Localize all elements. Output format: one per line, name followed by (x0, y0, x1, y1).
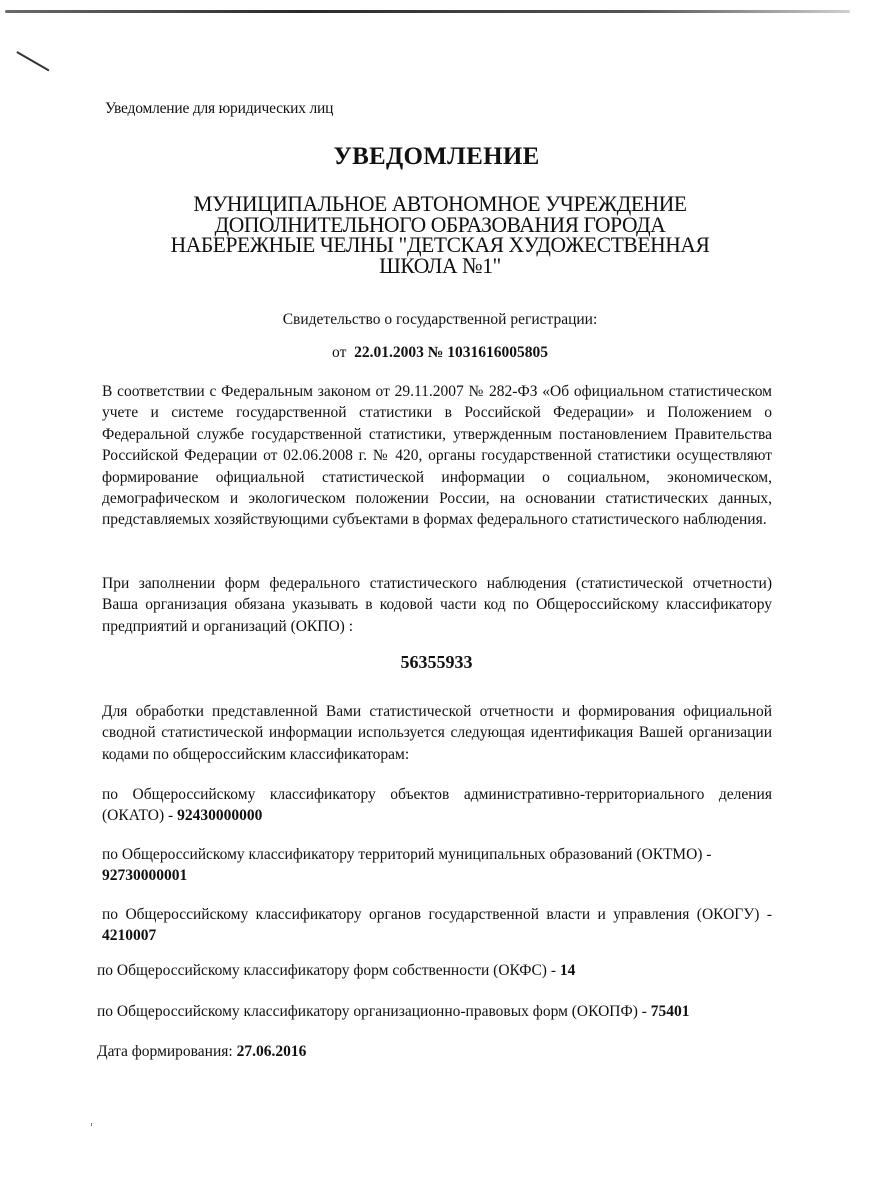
classifier-code: 4210007 (102, 927, 157, 945)
classifier-code: 92730000001 (102, 867, 188, 885)
header-note: Уведомление для юридических лиц (105, 100, 334, 117)
formation-date-label: Дата формирования: (97, 1043, 237, 1060)
classifier-text: по Общероссийскому классификатору форм собственности (ОКФС) - (97, 962, 560, 979)
classifier-okopf (97, 1003, 690, 1021)
classifier-oktmo (102, 844, 772, 887)
classifier-okogu (102, 904, 772, 947)
classifier-okfs (97, 962, 575, 980)
formation-date-value: 27.06.2016 (236, 1043, 307, 1060)
organization-name-line: НАБЕРЕЖНЫЕ ЧЕЛНЫ "ДЕТСКАЯ ХУДОЖЕСТВЕННАЯ (170, 231, 710, 258)
classifier-code: 75401 (650, 1003, 690, 1020)
classifier-code: 14 (559, 962, 576, 979)
registration-prefix: от (332, 344, 347, 361)
organization-name-line: ШКОЛА №1" (379, 252, 501, 278)
classifier-text: по Общероссийскому классификатору органов государственной власти и управления (ОКОГУ) - (102, 906, 772, 923)
formation-date (97, 1043, 306, 1061)
scan-edge-line (5, 10, 850, 13)
classifier-text: по Общероссийскому классификатору территорий муниципальных образований (ОКТМО) - (102, 846, 712, 863)
classifier-code: 92430000000 (177, 807, 263, 825)
paragraph-okpo: При заполнении форм федерального статистического наблюдения (статистической отчетности) Ваша организация обязана указывать в кодовой части код по Общероссийскому классификатору предприятий и организаций (ОКПО) : (102, 575, 772, 635)
organization-name (120, 190, 760, 278)
pen-mark (17, 51, 50, 71)
classifier-text: по Общероссийскому классификатору организационно-правовых форм (ОКОПФ) - (97, 1003, 651, 1020)
registration-date: 22.01.2003 (354, 344, 424, 361)
okpo-code: 56355933 (400, 652, 473, 672)
document-title: УВЕДОМЛЕНИЕ (333, 143, 540, 170)
scan-speck (91, 1123, 92, 1126)
paragraph-identification: Для обработки представленной Вами статистической отчетности и формирования официальной сводной статистической информации используется следующая идентификация Вашей организации кодами по общероссийским классификаторам: (102, 703, 772, 763)
organization-name-line: МУНИЦИПАЛЬНОЕ АВТОНОМНОЕ УЧРЕЖДЕНИЕ (193, 190, 687, 217)
classifier-okato (102, 784, 772, 827)
registration-details (0, 344, 873, 362)
registration-number-sign: № (427, 344, 444, 361)
registration-label: Свидетельство о государственной регистрации: (282, 311, 598, 328)
organization-name-line: ДОПОЛНИТЕЛЬНОГО ОБРАЗОВАНИЯ ГОРОДА (214, 211, 666, 237)
paragraph-law: В соответствии с Федеральным законом от 29.11.2007 № 282-ФЗ «Об официальном статистическом учете и системе государственной статистики в Российской Федерации» и Положением о Федеральной службе государственной статистики, утвержденным постановлением Правительства Российской Федерации от 02.06.2008 г. № 420, органы государственной статистики осуществляют формирование официальной статистической информации о социальном, экономическом, демографическом и экологическом положении России, на основании статистических данных, представляемых хозяйствующими субъектами в формах федерального статистического наблюдения. (102, 383, 772, 529)
classifier-text: по Общероссийскому классификатору объектов административно-территориального деления (ОКАТО) - (102, 786, 772, 825)
registration-number: 1031616005805 (447, 344, 548, 361)
